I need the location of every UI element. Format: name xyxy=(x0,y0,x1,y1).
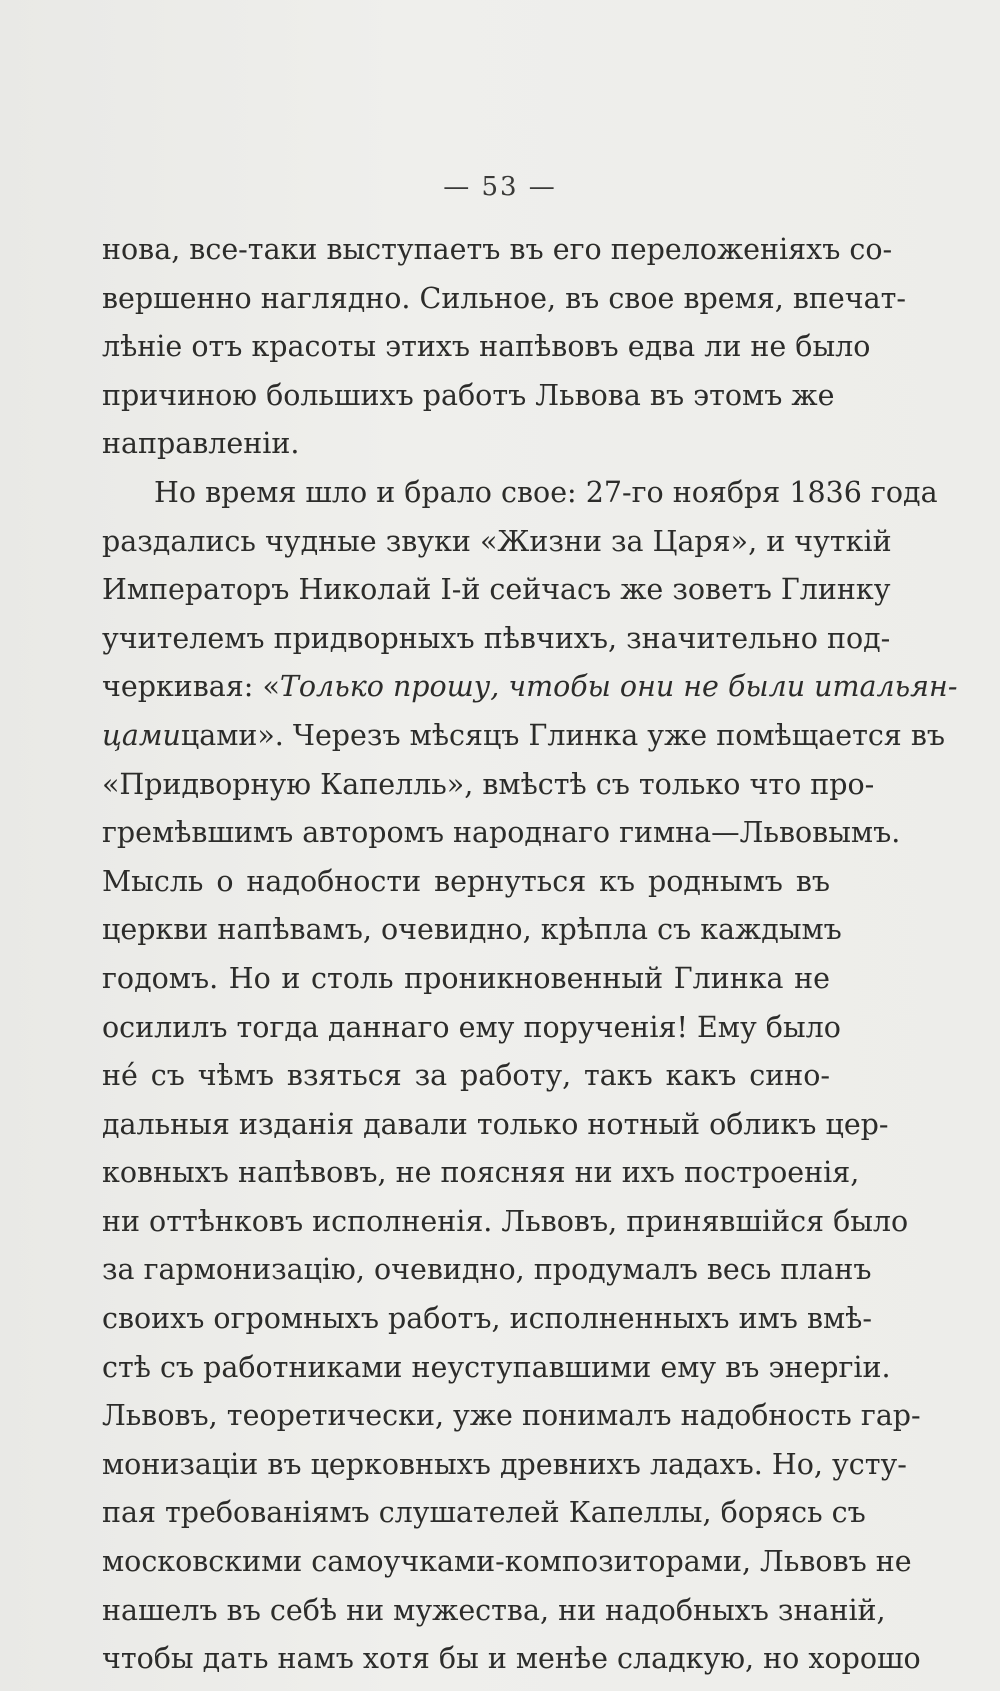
text-line: Львовъ, теоретически, уже понималъ надобность гар- xyxy=(102,1399,921,1433)
text-line: вершенно наглядно. Сильное, въ свое время, впечат- xyxy=(102,281,906,315)
quote-lead-text: черкивая: « xyxy=(102,670,280,704)
text-line: направленіи. xyxy=(102,427,300,461)
text-line: пая требованіямъ слушателей Капеллы, борясь съ xyxy=(102,1496,866,1530)
text-line: причиною большихъ работъ Львова въ этомъ же xyxy=(102,378,835,412)
text-line: дальныя изданія давали только нотный обликъ цер- xyxy=(102,1107,889,1141)
page-number: — 53 — xyxy=(443,172,557,202)
italic-quote-end: цами xyxy=(102,718,181,752)
quote-tail-text: цами». Черезъ мѣсяцъ Глинка уже помѣщается въ xyxy=(180,718,946,752)
text-line: лѣніе отъ красоты этихъ напѣвовъ едва ли не было xyxy=(102,330,871,364)
text-line: нова, все-таки выступаетъ въ его переложеніяхъ со- xyxy=(102,233,893,266)
italic-quote-text: Только прошу, чтобы они не были итальян- xyxy=(279,670,958,704)
text-line: осилилъ тогда даннаго ему порученія! Ему было xyxy=(102,1010,841,1044)
text-line: нé съ чѣмъ взяться за работу, такъ какъ сино- xyxy=(102,1059,830,1093)
text-line: ковныхъ напѣвовъ, не поясняя ни ихъ построенія, xyxy=(102,1156,860,1190)
text-line: Мысль о надобности вернуться къ роднымъ въ xyxy=(102,864,830,898)
text-line: «Придворную Капелль», вмѣстѣ съ только что про- xyxy=(102,767,875,801)
text-line: чтобы дать намъ хотя бы и менѣе сладкую, но хорошо xyxy=(102,1642,921,1676)
text-line: Императоръ Николай I-й сейчасъ же зоветъ Глинку xyxy=(102,573,891,607)
text-line-quote-start xyxy=(102,663,958,712)
text-line: монизаціи въ церковныхъ древнихъ ладахъ. Но, усту- xyxy=(102,1447,907,1481)
text-line: стѣ съ работниками неуступавшими ему въ энергіи. xyxy=(102,1350,891,1384)
text-line: церкви напѣвамъ, очевидно, крѣпла съ каждымъ xyxy=(102,913,842,947)
text-line: своихъ огромныхъ работъ, исполненныхъ имъ вмѣ- xyxy=(102,1302,873,1336)
text-line: за гармонизацію, очевидно, продумалъ весь планъ xyxy=(102,1253,872,1287)
text-line: годомъ. Но и столь проникновенный Глинка не xyxy=(102,961,830,995)
text-line-quote-end xyxy=(102,712,946,761)
text-line: учителемъ придворныхъ пѣвчихъ, значительно под- xyxy=(102,621,891,655)
text-line: раздались чудные звуки «Жизни за Царя», и чуткій xyxy=(102,524,892,558)
text-line: ни оттѣнковъ исполненія. Львовъ, принявшійся было xyxy=(102,1204,909,1238)
text-line: нашелъ въ себѣ ни мужества, ни надобныхъ знаній, xyxy=(102,1593,886,1627)
text-line: гремѣвшимъ авторомъ народнаго гимна—Львовымъ. xyxy=(102,816,901,850)
text-line: московскими самоучками-композиторами, Львовъ не xyxy=(102,1545,912,1579)
text-line: Но время шло и брало свое: 27-го ноября 1836 года xyxy=(154,475,938,509)
body-text xyxy=(102,226,958,1684)
